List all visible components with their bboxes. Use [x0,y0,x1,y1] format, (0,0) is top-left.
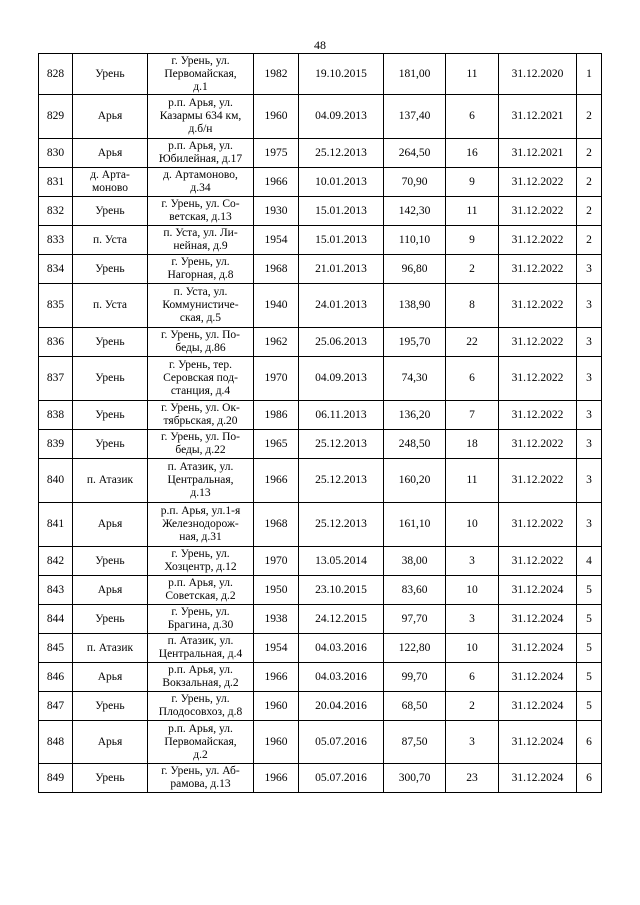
residents-count-cell: 22 [446,328,499,357]
locality-name-cell: Урень [73,605,148,634]
build-year-cell: 1930 [254,197,299,226]
recognition-date-cell: 19.10.2015 [299,54,384,95]
recognition-date-cell: 25.12.2013 [299,139,384,168]
recognition-date-cell: 10.01.2013 [299,168,384,197]
locality-name-cell: Урень [73,197,148,226]
table-row [39,328,602,357]
build-year-cell: 1950 [254,576,299,605]
address-cell: р.п. Арья, ул. Юбилейная, д.17 [148,139,254,168]
table-row [39,692,602,721]
table-row [39,197,602,226]
address-cell: г. Урень, ул. Плодосовхоз, д.8 [148,692,254,721]
build-year-cell: 1960 [254,692,299,721]
living-area-cell: 181,00 [384,54,446,95]
locality-name-cell: Урень [73,401,148,430]
row-number-cell: 847 [39,692,73,721]
table-row [39,284,602,328]
address-cell: г. Урень, ул. Ок- тябрьская, д.20 [148,401,254,430]
stage-number-cell: 3 [577,459,602,503]
address-cell: р.п. Арья, ул. Первомайская, д.2 [148,721,254,764]
residents-count-cell: 10 [446,503,499,547]
resettlement-deadline-cell: 31.12.2024 [499,634,577,663]
build-year-cell: 1970 [254,547,299,576]
locality-name-cell: Урень [73,692,148,721]
row-number-cell: 828 [39,54,73,95]
recognition-date-cell: 04.03.2016 [299,663,384,692]
living-area-cell: 68,50 [384,692,446,721]
table-row [39,663,602,692]
locality-name-cell: Урень [73,255,148,284]
table-row [39,605,602,634]
row-number-cell: 831 [39,168,73,197]
recognition-date-cell: 23.10.2015 [299,576,384,605]
recognition-date-cell: 25.12.2013 [299,430,384,459]
address-cell: п. Атазик, ул. Центральная, д.4 [148,634,254,663]
housing-registry-table [38,53,602,793]
build-year-cell: 1960 [254,721,299,764]
table-row [39,168,602,197]
resettlement-deadline-cell: 31.12.2024 [499,663,577,692]
row-number-cell: 842 [39,547,73,576]
address-cell: д. Артамоново, д.34 [148,168,254,197]
stage-number-cell: 5 [577,605,602,634]
stage-number-cell: 5 [577,634,602,663]
resettlement-deadline-cell: 31.12.2022 [499,503,577,547]
stage-number-cell: 3 [577,503,602,547]
build-year-cell: 1965 [254,430,299,459]
living-area-cell: 136,20 [384,401,446,430]
residents-count-cell: 18 [446,430,499,459]
residents-count-cell: 10 [446,576,499,605]
resettlement-deadline-cell: 31.12.2022 [499,255,577,284]
build-year-cell: 1982 [254,54,299,95]
residents-count-cell: 3 [446,605,499,634]
build-year-cell: 1966 [254,459,299,503]
living-area-cell: 74,30 [384,357,446,401]
address-cell: п. Атазик, ул. Центральная, д.13 [148,459,254,503]
locality-name-cell: Урень [73,764,148,793]
recognition-date-cell: 06.11.2013 [299,401,384,430]
recognition-date-cell: 04.09.2013 [299,95,384,139]
build-year-cell: 1940 [254,284,299,328]
recognition-date-cell: 24.12.2015 [299,605,384,634]
recognition-date-cell: 25.06.2013 [299,328,384,357]
recognition-date-cell: 21.01.2013 [299,255,384,284]
build-year-cell: 1954 [254,226,299,255]
stage-number-cell: 2 [577,95,602,139]
table-row [39,764,602,793]
living-area-cell: 122,80 [384,634,446,663]
stage-number-cell: 3 [577,357,602,401]
row-number-cell: 845 [39,634,73,663]
table-row [39,459,602,503]
table-row [39,634,602,663]
resettlement-deadline-cell: 31.12.2022 [499,459,577,503]
recognition-date-cell: 04.03.2016 [299,634,384,663]
living-area-cell: 160,20 [384,459,446,503]
resettlement-deadline-cell: 31.12.2024 [499,764,577,793]
table-row [39,95,602,139]
resettlement-deadline-cell: 31.12.2020 [499,54,577,95]
locality-name-cell: Арья [73,139,148,168]
build-year-cell: 1960 [254,95,299,139]
address-cell: г. Урень, ул. Аб- рамова, д.13 [148,764,254,793]
residents-count-cell: 8 [446,284,499,328]
address-cell: г. Урень, ул. Со- ветская, д.13 [148,197,254,226]
table-body [39,54,602,793]
recognition-date-cell: 25.12.2013 [299,459,384,503]
resettlement-deadline-cell: 31.12.2022 [499,547,577,576]
address-cell: г. Урень, ул. Хозцентр, д.12 [148,547,254,576]
stage-number-cell: 2 [577,226,602,255]
table-row [39,139,602,168]
recognition-date-cell: 15.01.2013 [299,197,384,226]
resettlement-deadline-cell: 31.12.2022 [499,430,577,459]
row-number-cell: 830 [39,139,73,168]
residents-count-cell: 6 [446,95,499,139]
living-area-cell: 142,30 [384,197,446,226]
residents-count-cell: 10 [446,634,499,663]
address-cell: г. Урень, ул. По- беды, д.86 [148,328,254,357]
living-area-cell: 138,90 [384,284,446,328]
living-area-cell: 137,40 [384,95,446,139]
recognition-date-cell: 20.04.2016 [299,692,384,721]
row-number-cell: 829 [39,95,73,139]
locality-name-cell: Урень [73,357,148,401]
page-number: 48 [314,38,326,52]
locality-name-cell: Урень [73,547,148,576]
address-cell: п. Уста, ул. Коммунистиче- ская, д.5 [148,284,254,328]
build-year-cell: 1986 [254,401,299,430]
address-cell: г. Урень, тер. Серовская под- станция, д.4 [148,357,254,401]
living-area-cell: 161,10 [384,503,446,547]
build-year-cell: 1966 [254,764,299,793]
resettlement-deadline-cell: 31.12.2022 [499,284,577,328]
stage-number-cell: 2 [577,168,602,197]
locality-name-cell: Арья [73,95,148,139]
stage-number-cell: 6 [577,721,602,764]
residents-count-cell: 11 [446,459,499,503]
locality-name-cell: Арья [73,721,148,764]
resettlement-deadline-cell: 31.12.2024 [499,721,577,764]
recognition-date-cell: 24.01.2013 [299,284,384,328]
stage-number-cell: 1 [577,54,602,95]
stage-number-cell: 5 [577,576,602,605]
table-row [39,547,602,576]
table-row [39,430,602,459]
build-year-cell: 1970 [254,357,299,401]
resettlement-deadline-cell: 31.12.2022 [499,226,577,255]
row-number-cell: 836 [39,328,73,357]
row-number-cell: 844 [39,605,73,634]
row-number-cell: 841 [39,503,73,547]
living-area-cell: 110,10 [384,226,446,255]
row-number-cell: 832 [39,197,73,226]
living-area-cell: 264,50 [384,139,446,168]
table-row [39,357,602,401]
address-cell: р.п. Арья, ул.1-я Железнодорож- ная, д.31 [148,503,254,547]
stage-number-cell: 6 [577,764,602,793]
recognition-date-cell: 05.07.2016 [299,721,384,764]
resettlement-deadline-cell: 31.12.2021 [499,95,577,139]
build-year-cell: 1968 [254,255,299,284]
table-row [39,721,602,764]
locality-name-cell: п. Атазик [73,459,148,503]
recognition-date-cell: 04.09.2013 [299,357,384,401]
locality-name-cell: д. Арта- моново [73,168,148,197]
residents-count-cell: 7 [446,401,499,430]
residents-count-cell: 2 [446,255,499,284]
row-number-cell: 846 [39,663,73,692]
row-number-cell: 840 [39,459,73,503]
resettlement-deadline-cell: 31.12.2022 [499,401,577,430]
resettlement-deadline-cell: 31.12.2021 [499,139,577,168]
resettlement-deadline-cell: 31.12.2022 [499,328,577,357]
build-year-cell: 1954 [254,634,299,663]
stage-number-cell: 3 [577,328,602,357]
build-year-cell: 1975 [254,139,299,168]
table-row [39,401,602,430]
address-cell: г. Урень, ул. По- беды, д.22 [148,430,254,459]
locality-name-cell: Урень [73,328,148,357]
row-number-cell: 837 [39,357,73,401]
table-row [39,255,602,284]
row-number-cell: 849 [39,764,73,793]
living-area-cell: 70,90 [384,168,446,197]
address-cell: г. Урень, ул. Брагина, д.30 [148,605,254,634]
stage-number-cell: 3 [577,401,602,430]
living-area-cell: 195,70 [384,328,446,357]
living-area-cell: 99,70 [384,663,446,692]
residents-count-cell: 11 [446,197,499,226]
locality-name-cell: Урень [73,430,148,459]
row-number-cell: 833 [39,226,73,255]
stage-number-cell: 3 [577,255,602,284]
resettlement-deadline-cell: 31.12.2022 [499,197,577,226]
residents-count-cell: 23 [446,764,499,793]
residents-count-cell: 3 [446,547,499,576]
living-area-cell: 300,70 [384,764,446,793]
residents-count-cell: 2 [446,692,499,721]
residents-count-cell: 6 [446,663,499,692]
table-row [39,576,602,605]
row-number-cell: 843 [39,576,73,605]
stage-number-cell: 3 [577,284,602,328]
resettlement-deadline-cell: 31.12.2022 [499,168,577,197]
build-year-cell: 1966 [254,168,299,197]
recognition-date-cell: 13.05.2014 [299,547,384,576]
residents-count-cell: 9 [446,168,499,197]
residents-count-cell: 9 [446,226,499,255]
build-year-cell: 1938 [254,605,299,634]
build-year-cell: 1962 [254,328,299,357]
row-number-cell: 835 [39,284,73,328]
stage-number-cell: 2 [577,197,602,226]
locality-name-cell: п. Атазик [73,634,148,663]
living-area-cell: 96,80 [384,255,446,284]
living-area-cell: 87,50 [384,721,446,764]
row-number-cell: 848 [39,721,73,764]
residents-count-cell: 6 [446,357,499,401]
stage-number-cell: 3 [577,430,602,459]
resettlement-deadline-cell: 31.12.2022 [499,357,577,401]
address-cell: р.п. Арья, ул. Казармы 634 км, д.б/н [148,95,254,139]
table-row [39,503,602,547]
address-cell: р.п. Арья, ул. Советская, д.2 [148,576,254,605]
resettlement-deadline-cell: 31.12.2024 [499,605,577,634]
row-number-cell: 839 [39,430,73,459]
residents-count-cell: 16 [446,139,499,168]
locality-name-cell: Арья [73,576,148,605]
address-cell: п. Уста, ул. Ли- нейная, д.9 [148,226,254,255]
stage-number-cell: 4 [577,547,602,576]
residents-count-cell: 3 [446,721,499,764]
resettlement-deadline-cell: 31.12.2024 [499,576,577,605]
table-row [39,226,602,255]
living-area-cell: 83,60 [384,576,446,605]
stage-number-cell: 5 [577,692,602,721]
locality-name-cell: п. Уста [73,226,148,255]
table-row [39,54,602,95]
address-cell: г. Урень, ул. Нагорная, д.8 [148,255,254,284]
address-cell: г. Урень, ул. Первомайская, д.1 [148,54,254,95]
locality-name-cell: п. Уста [73,284,148,328]
locality-name-cell: Арья [73,663,148,692]
row-number-cell: 838 [39,401,73,430]
recognition-date-cell: 15.01.2013 [299,226,384,255]
build-year-cell: 1966 [254,663,299,692]
stage-number-cell: 2 [577,139,602,168]
living-area-cell: 248,50 [384,430,446,459]
locality-name-cell: Урень [73,54,148,95]
living-area-cell: 38,00 [384,547,446,576]
resettlement-deadline-cell: 31.12.2024 [499,692,577,721]
address-cell: р.п. Арья, ул. Вокзальная, д.2 [148,663,254,692]
recognition-date-cell: 25.12.2013 [299,503,384,547]
living-area-cell: 97,70 [384,605,446,634]
residents-count-cell: 11 [446,54,499,95]
recognition-date-cell: 05.07.2016 [299,764,384,793]
stage-number-cell: 5 [577,663,602,692]
locality-name-cell: Арья [73,503,148,547]
row-number-cell: 834 [39,255,73,284]
build-year-cell: 1968 [254,503,299,547]
